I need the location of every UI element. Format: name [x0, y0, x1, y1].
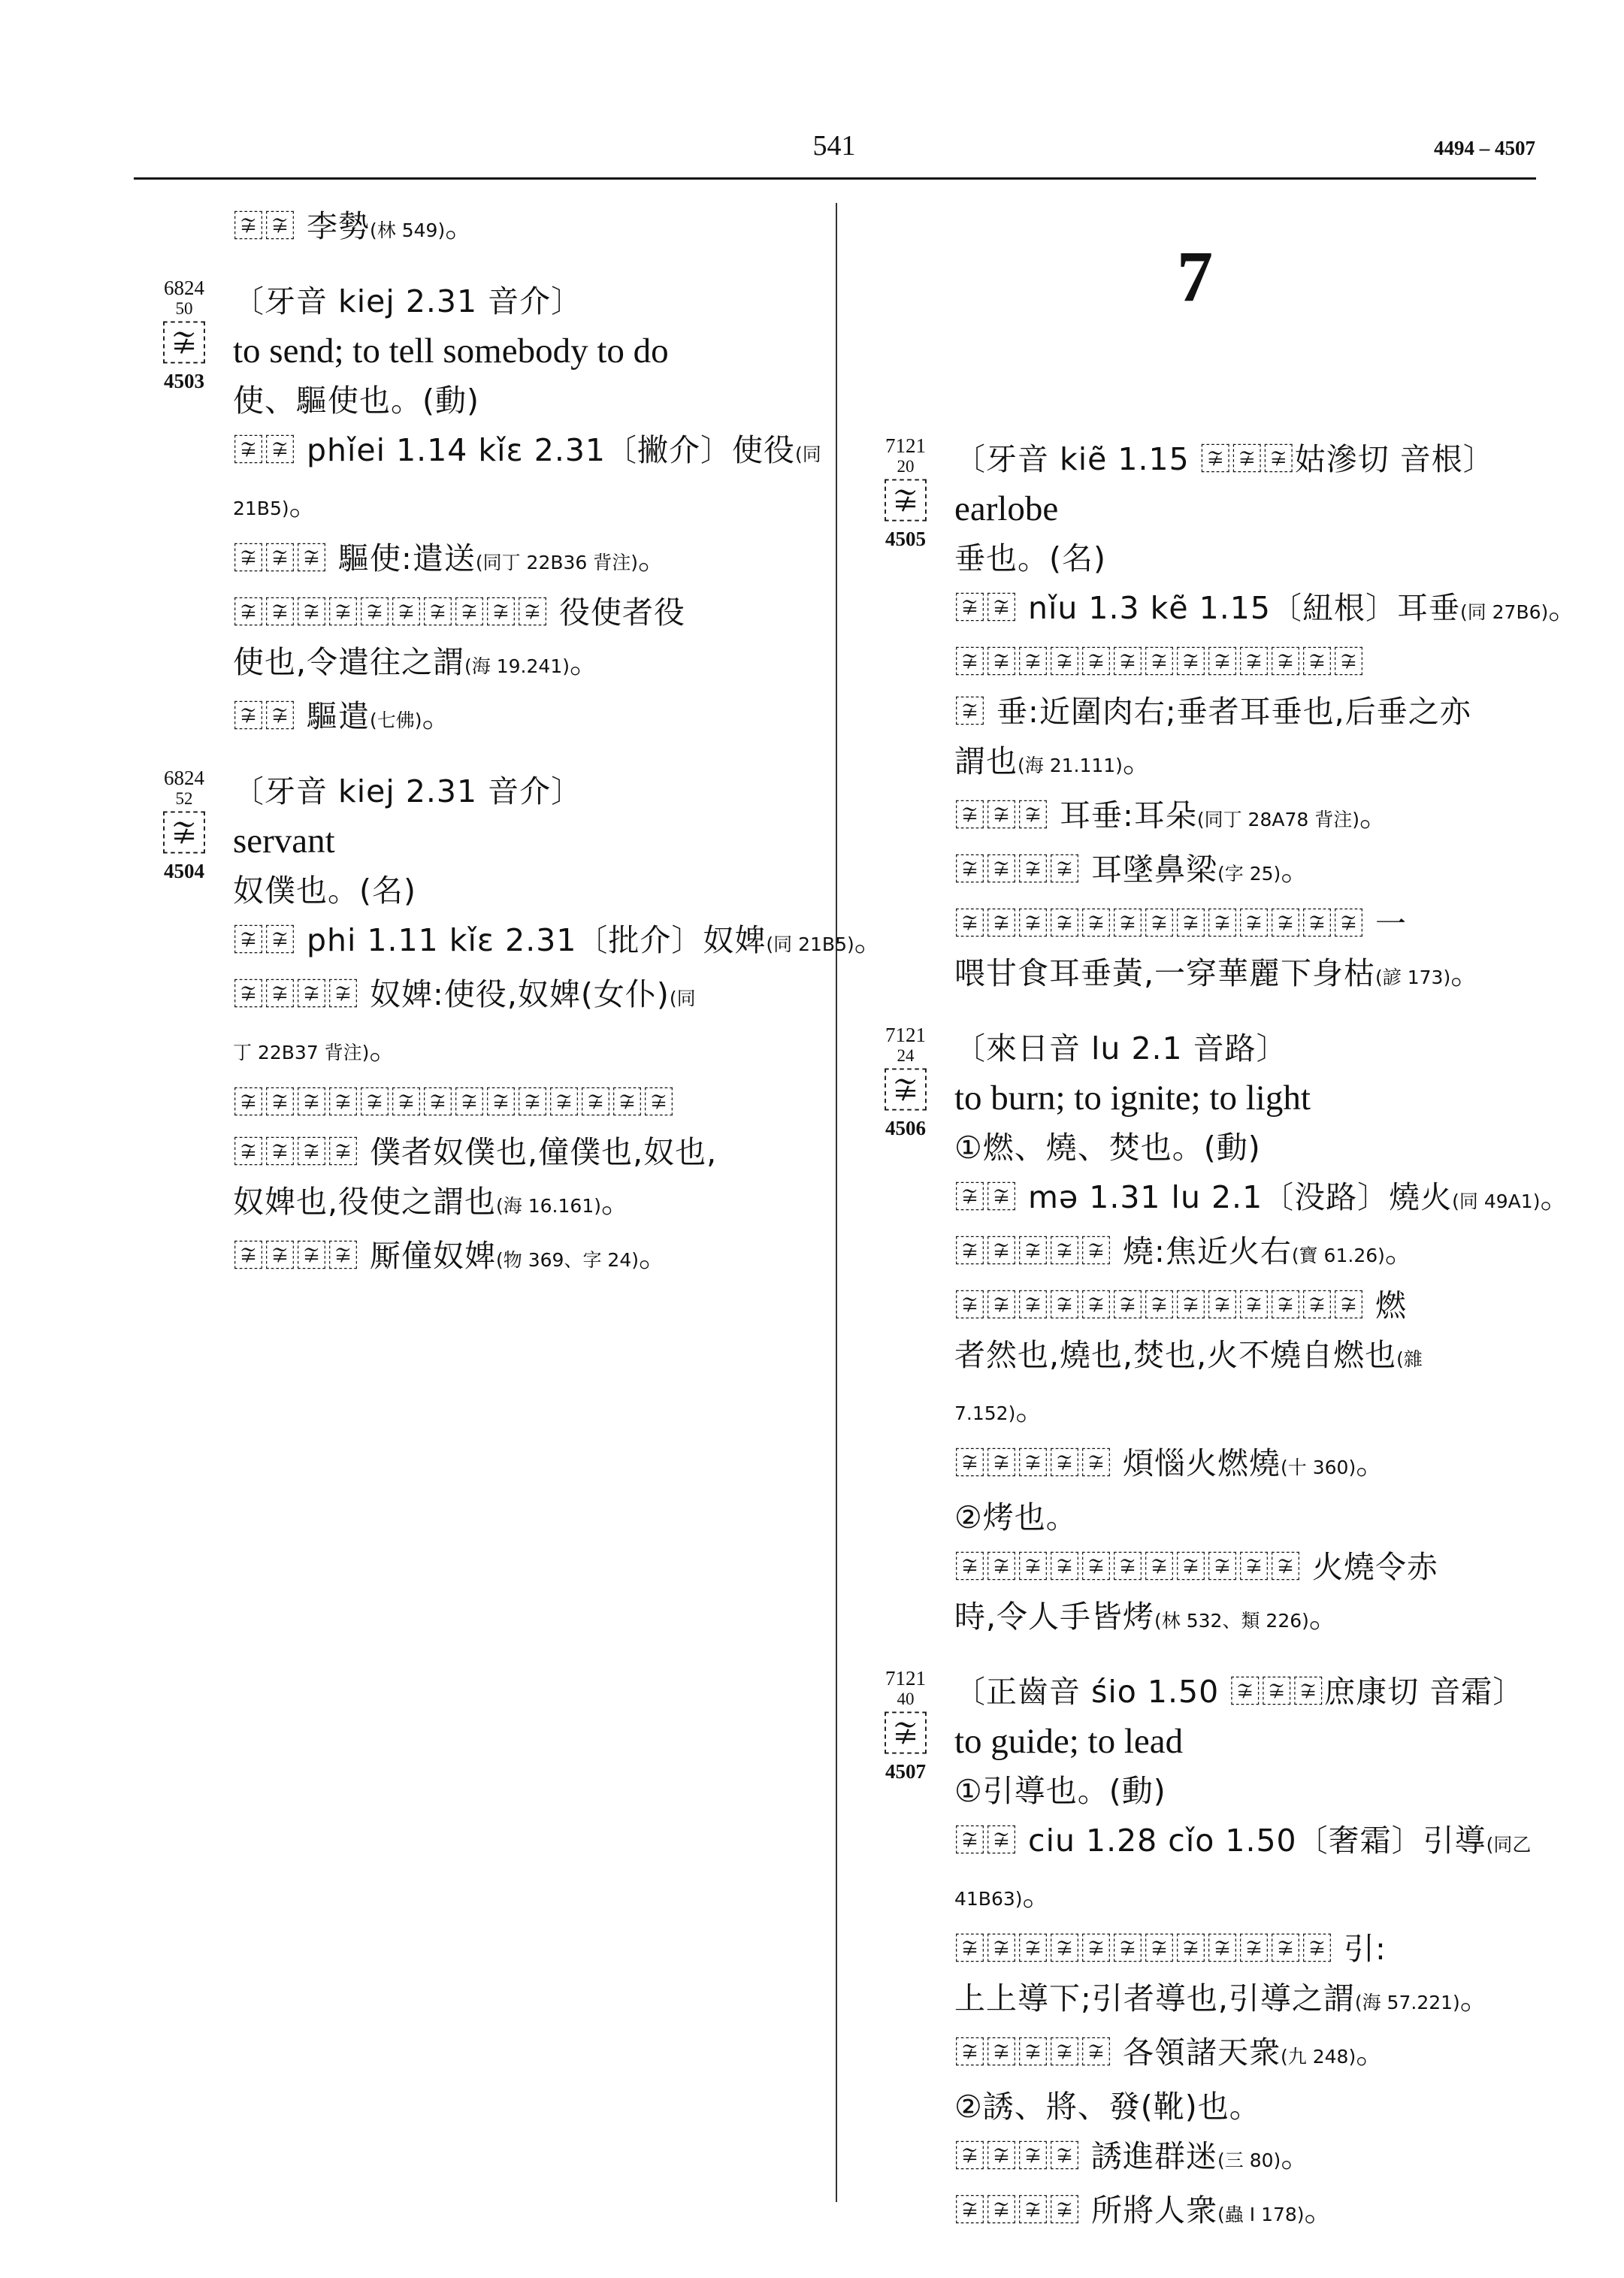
line-text: 上上導下;引者導也,引導之謂	[954, 1980, 1355, 2016]
source-ref: 7.152)	[954, 1402, 1016, 1424]
page-number: 541	[812, 130, 856, 162]
dictionary-entry	[882, 1667, 1548, 2240]
english-gloss	[233, 816, 827, 866]
english-gloss	[233, 326, 827, 376]
line-tail: 。	[1308, 1599, 1341, 1635]
headword-glyph: 〾	[882, 474, 929, 529]
line-text: 〾〾〾〾〾 燒:焦近火右	[954, 1233, 1292, 1269]
entry-margin	[864, 1024, 947, 1139]
entry-line	[233, 970, 827, 1024]
entry-line	[233, 866, 827, 915]
source-ref: 丁 22B37 背注)	[233, 1042, 370, 1063]
line-text: ②烤也。	[954, 1499, 1078, 1535]
entry-line	[954, 1667, 1548, 1717]
line-text: ②誘、將、發(靴)也。	[954, 2089, 1261, 2125]
line-tail: 。	[1384, 1233, 1417, 1269]
entry-margin	[143, 767, 225, 882]
entry-line	[954, 1766, 1548, 1816]
entry-line	[954, 434, 1548, 484]
line-text: 〾〾〾〾 誘進群迷	[954, 2138, 1218, 2174]
entry-subcode: 20	[897, 457, 915, 476]
line-text: to send; to tell somebody to do	[233, 331, 669, 371]
line-tail: 。	[1356, 1445, 1388, 1481]
dictionary-entry	[882, 1024, 1572, 1646]
entry-line	[954, 1592, 1548, 1646]
source-ref: (同丁 28A78 背注)	[1196, 809, 1359, 830]
line-tail: 。	[1022, 1877, 1054, 1913]
column-divider	[836, 203, 837, 2202]
line-text: 〾〾〾〾 耳墜鼻梁	[954, 852, 1218, 888]
line-text: ①燃、燒、焚也。(動)	[954, 1130, 1261, 1166]
line-text: 〾〾〾〾〾〾〾〾〾〾〾〾〾 燃	[954, 1287, 1408, 1324]
entry-code: 6824	[164, 767, 204, 789]
source-ref: (同 21B5)	[766, 933, 854, 955]
entry-line	[954, 1384, 1548, 1438]
header-rule	[134, 177, 1536, 180]
entry-line	[233, 1024, 827, 1078]
line-text: 〔來日音 lu 2.1 音路〕	[954, 1030, 1288, 1066]
entry-line	[233, 534, 827, 588]
line-tail: 。	[1015, 1391, 1048, 1427]
entry-line	[954, 2082, 1548, 2131]
line-text: 〾〾 nǐu 1.3 kẽ 1.15〔紐根〕耳垂	[954, 590, 1460, 626]
source-ref: (同	[669, 988, 696, 1009]
entry-line	[233, 637, 827, 691]
source-ref: (寶 61.26)	[1291, 1245, 1385, 1266]
line-tail: 。	[1122, 743, 1154, 779]
dictionary-entry	[882, 434, 1580, 1003]
entry-line	[233, 1127, 827, 1177]
source-ref: (七佛)	[370, 709, 422, 731]
source-ref: (九 248)	[1281, 2046, 1356, 2068]
entry-number: 4503	[164, 370, 204, 392]
line-text: 〾〾 驅遣	[233, 698, 370, 734]
entry-subcode: 52	[175, 789, 193, 808]
line-tail: 。	[1304, 2192, 1336, 2228]
line-text: 〔正齒音 śio 1.50 〾〾〾庶康切 音霜〕	[954, 1674, 1525, 1710]
line-text: 謂也	[954, 743, 1018, 779]
dictionary-entry	[160, 767, 886, 1285]
source-ref: (同 49A1)	[1452, 1190, 1541, 1212]
source-ref: (同	[795, 443, 821, 465]
entry-line	[233, 277, 827, 326]
line-text: 〾〾〾〾〾 煩惱火燃燒	[954, 1445, 1281, 1481]
entry-line	[233, 915, 886, 970]
source-ref: (十 360)	[1281, 1457, 1356, 1478]
entry-line	[233, 691, 827, 746]
line-text: 〾〾〾 耳垂:耳朵	[954, 797, 1197, 833]
entry-line	[954, 687, 1548, 737]
source-ref: (海 19.241)	[464, 655, 570, 677]
line-text: 喂甘食耳垂黃,一穿華麗下身枯	[954, 955, 1376, 991]
line-tail: 。	[638, 1238, 670, 1274]
entry-line	[954, 737, 1548, 791]
entry-margin	[864, 1667, 947, 1783]
line-tail: 。	[600, 1184, 633, 1220]
line-tail: 。	[1356, 2034, 1388, 2071]
right-entries	[882, 434, 1580, 2240]
left-column	[160, 201, 886, 1285]
source-ref: (海 57.221)	[1354, 1992, 1460, 2013]
line-text: 〾〾〾〾 僕者奴僕也,僮僕也,奴也,	[233, 1134, 718, 1170]
line-tail: 。	[1281, 852, 1313, 888]
headword-glyph: 〾	[882, 1707, 929, 1762]
entry-line	[233, 767, 827, 816]
entry-subcode: 40	[897, 1690, 915, 1708]
line-text: 〾〾〾 驅使:遣送	[233, 540, 476, 576]
line-tail: 。	[1459, 1980, 1492, 2016]
source-ref: (三 80)	[1217, 2149, 1281, 2171]
line-tail: 。	[1540, 1179, 1572, 1215]
entry-number: 4506	[885, 1117, 926, 1139]
line-tail: 。	[369, 1030, 401, 1066]
source-ref: (蟲 I 178)	[1217, 2204, 1305, 2225]
english-gloss	[954, 1073, 1548, 1123]
entry-code: 7121	[885, 434, 926, 457]
entry-line	[233, 1177, 827, 1231]
entry-line	[954, 2186, 1548, 2240]
line-text: 〾〾〾〾〾〾〾〾〾〾 役使者役	[233, 594, 686, 631]
section-number: 7	[1177, 236, 1213, 316]
line-tail: 。	[1548, 590, 1580, 626]
line-tail: 。	[638, 540, 670, 576]
line-tail: 。	[445, 208, 477, 244]
entry-line	[954, 1227, 1548, 1281]
entry-code: 7121	[885, 1024, 926, 1046]
entry-line	[954, 791, 1548, 845]
headword-glyph: 〾	[160, 806, 207, 861]
line-text: 〾〾〾〾〾〾〾〾〾〾〾〾〾〾	[233, 1085, 675, 1121]
entry-margin	[864, 434, 947, 550]
english-gloss	[954, 1717, 1548, 1766]
line-text: 使、驅使也。(動)	[233, 383, 479, 419]
line-text: 〾〾〾〾〾 各領諸天衆	[954, 2034, 1281, 2071]
entry-line	[954, 1281, 1548, 1330]
entry-line	[233, 201, 827, 256]
entry-number: 4504	[164, 860, 204, 882]
line-text: 〔牙音 kiẽ 1.15 〾〾〾姑滲切 音根〕	[954, 441, 1495, 477]
line-tail: 。	[1359, 797, 1391, 833]
english-gloss	[954, 484, 1548, 534]
entry-line	[954, 637, 1548, 687]
entry-line	[954, 1816, 1548, 1870]
entry-line	[954, 1542, 1548, 1592]
source-ref: (同乙	[1486, 1834, 1532, 1856]
entry-line	[954, 1493, 1548, 1542]
entry-subcode: 50	[175, 299, 193, 318]
entry-line	[954, 948, 1548, 1003]
entry-line	[233, 479, 827, 534]
entry-line	[233, 1231, 827, 1285]
line-tail: 。	[569, 644, 601, 680]
line-text: 〾〾〾〾 所將人衆	[954, 2192, 1218, 2228]
entry-line	[954, 1330, 1548, 1384]
source-ref: (同丁 22B36 背注)	[475, 552, 639, 573]
entry-line	[954, 1172, 1572, 1227]
line-text: ①引導也。(動)	[954, 1773, 1166, 1809]
line-text: to guide; to lead	[954, 1722, 1184, 1761]
line-tail: 。	[1450, 955, 1483, 991]
line-tail: 。	[854, 922, 886, 958]
entry-margin	[143, 277, 225, 392]
line-text: servant	[233, 821, 335, 861]
entry-code: 7121	[885, 1667, 926, 1690]
entry-line	[954, 1974, 1548, 2028]
line-text: 垂也。(名)	[954, 540, 1106, 576]
entry-line	[954, 899, 1548, 948]
line-text: 〾〾〾〾〾〾〾〾〾〾〾〾〾 一	[954, 906, 1408, 942]
line-text: 奴婢也,役使之謂也	[233, 1184, 497, 1220]
line-text: 〾〾 李勢	[233, 208, 370, 244]
source-ref: (林 549)	[370, 219, 446, 241]
line-tail: 。	[422, 698, 454, 734]
line-text: 〾〾 phi 1.11 kǐɛ 2.31〔批介〕奴婢	[233, 922, 767, 958]
source-ref: (同 27B6)	[1459, 601, 1549, 623]
entry-line	[954, 1024, 1548, 1073]
line-text: 〾〾〾〾 奴婢:使役,奴婢(女仆)	[233, 976, 670, 1012]
source-ref: 41B63)	[954, 1888, 1023, 1910]
source-ref: (物 369、字 24)	[496, 1249, 639, 1271]
line-text: to burn; to ignite; to light	[954, 1078, 1311, 1118]
source-ref: (字 25)	[1217, 863, 1281, 885]
line-text: 時,令人手皆烤	[954, 1599, 1155, 1635]
line-text: 者然也,燒也,焚也,火不燒自燃也	[954, 1337, 1397, 1373]
source-ref: (海 21.111)	[1018, 755, 1123, 776]
source-ref: (林 532、類 226)	[1154, 1610, 1309, 1632]
entry-line	[233, 425, 827, 479]
entry-line	[954, 583, 1580, 637]
line-text: 〾 垂:近圍肉右;垂者耳垂也,后垂之亦	[954, 694, 1471, 730]
line-text: earlobe	[954, 489, 1059, 528]
entry-line	[954, 2028, 1548, 2082]
line-text: 奴僕也。(名)	[233, 873, 416, 909]
source-ref: (諺 173)	[1375, 967, 1451, 988]
page-range: 4494 – 4507	[1434, 137, 1535, 159]
entry-line	[233, 1078, 827, 1127]
entry-line	[954, 1924, 1548, 1974]
line-tail: 。	[289, 486, 321, 522]
entry-number: 4505	[885, 528, 926, 550]
line-text: 〾〾 phǐei 1.14 kǐɛ 2.31〔撇介〕使役	[233, 432, 796, 468]
line-text: 〔牙音 kiej 2.31 音介〕	[233, 283, 583, 319]
entry-number: 4507	[885, 1760, 926, 1783]
entry-line	[233, 588, 827, 637]
entry-line	[954, 534, 1548, 583]
entry-line	[233, 376, 827, 425]
line-text: 〾〾〾〾〾〾〾〾〾〾〾〾 引:	[954, 1931, 1387, 1967]
line-text: 〾〾〾〾〾〾〾〾〾〾〾〾〾	[954, 644, 1365, 680]
entry-line	[954, 1870, 1548, 1924]
entry-code: 6824	[164, 277, 204, 299]
right-column	[882, 201, 1580, 2240]
line-text: 〾〾〾〾 厮僮奴婢	[233, 1238, 497, 1274]
line-text: 〾〾 mə 1.31 lu 2.1〔没路〕燒火	[954, 1179, 1453, 1215]
line-text: 使也,令遣往之謂	[233, 644, 465, 680]
line-text: 〔牙音 kiej 2.31 音介〕	[233, 773, 583, 809]
entry-line	[954, 845, 1548, 899]
source-ref: 21B5)	[233, 498, 289, 519]
headword-glyph: 〾	[160, 316, 207, 371]
headword-glyph: 〾	[882, 1063, 929, 1118]
source-ref: (雜	[1396, 1348, 1423, 1370]
line-tail: 。	[1281, 2138, 1313, 2174]
entry-line	[954, 1438, 1548, 1493]
line-text: 〾〾 ciu 1.28 cǐo 1.50〔奢霜〕引導	[954, 1823, 1486, 1859]
entry-line	[954, 1123, 1548, 1172]
entry-subcode: 24	[897, 1046, 915, 1065]
line-text: 〾〾〾〾〾〾〾〾〾〾〾 火燒令赤	[954, 1549, 1439, 1585]
source-ref: (海 16.161)	[496, 1195, 601, 1217]
dictionary-entry	[160, 277, 827, 746]
entry-line	[954, 2131, 1548, 2186]
